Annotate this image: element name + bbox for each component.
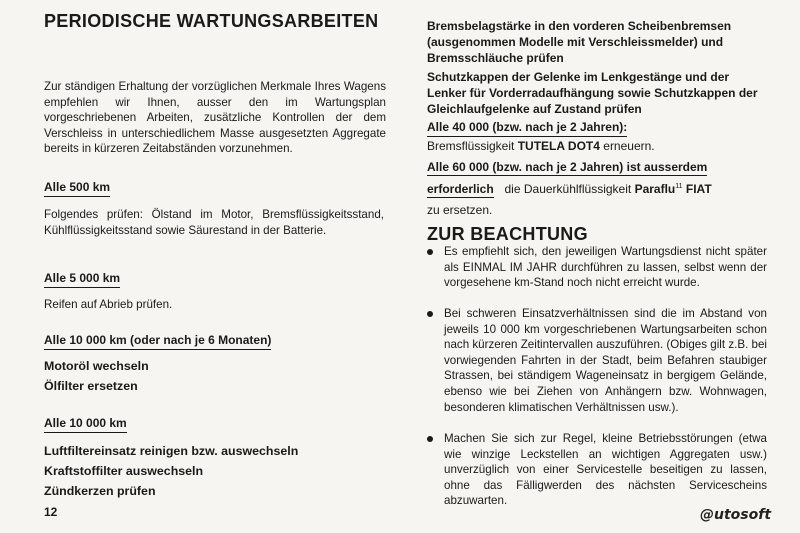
item-oil-filter: Ölfilter ersetzen: [44, 379, 138, 393]
coolant-sup: 11: [675, 183, 683, 190]
section-heading-5000km: Alle 5 000 km: [44, 271, 120, 288]
brake-fluid-text: Bremsflüssigkeit: [427, 139, 515, 153]
coolant-line: [427, 182, 712, 196]
section-text-500km: Folgendes prüfen: Ölstand im Motor, Bremsflüssigkeitsstand, Kühlflüssigkeitsstand sowie Säurestand in der Batterie.: [44, 208, 384, 237]
coolant-brand-fiat: FIAT: [685, 182, 712, 196]
notice-bullet-text: Es empfiehlt sich, den jeweiligen Wartungsdienst nicht später als EINMAL IM JAHR durchführen zu lassen, selbst wenn der vorgesehene km-Stand noch nicht erreicht wurde.: [444, 245, 767, 290]
coolant-text: die Dauerkühlflüssigkeit: [504, 182, 632, 196]
section-heading-60000-cont: erforderlich: [427, 182, 494, 196]
item-oil-change: Motoröl wechseln: [44, 359, 149, 373]
bullet-dot-icon: [427, 311, 433, 317]
bullet-dot-icon: [427, 436, 433, 442]
notice-title: ZUR BEACHTUNG: [427, 224, 588, 244]
notice-bullet-text: Machen Sie sich zur Regel, kleine Betriebsstörungen (etwa wie winzige Leckstellen an wichtigen Aggregaten usw.) unverzüglich von einer Servicestelle beseitigen zu lassen, ohne das Fälligwerden des nächsten Servicescheins abzuwarten.: [444, 432, 767, 508]
brake-fluid-brand: TUTELA DOT4: [517, 139, 600, 153]
notice-bullet-text: Bei schweren Einsatzverhältnissen sind die im Abstand von jeweils 10 000 km vorgeschriebenen Wartungsarbeiten schon nach kürzeren Zeitintervallen auszuführen. (Obiges gilt z.B. bei vorwiegenden Fahrten in der Stadt, beim Befahren staubiger Strassen, bei ständigem Wageneinsatz in bergigem Gelände, ebenso wie bei Ziehen von Anhängern bzw. Wohnwagen, besonderen klimatischen Verhältnissen usw.).: [444, 307, 767, 414]
page-number: 12: [44, 505, 58, 519]
section-heading-60000: Alle 60 000 (bzw. nach je 2 Jahren) ist ausserdem: [427, 160, 708, 174]
section-heading-10000km: Alle 10 000 km: [44, 416, 127, 433]
bullet-dot-icon: [427, 249, 433, 255]
coolant-brand: Paraflu: [634, 182, 676, 196]
brake-fluid-action: erneuern.: [603, 139, 655, 153]
intro-paragraph: Zur ständigen Erhaltung der vorzüglichen Merkmale Ihres Wagens empfehlen wir Ihnen, ausser den im Wartungsplan vorgeschriebenen Arbeiten, zusätzliche Kontrollen der dem Verschleiss in unterschiedlichem Masse ausgesetzten Aggregate bereits in kürzeren Zeitabständen vorzunehmen.: [44, 80, 386, 156]
section-heading-500km: Alle 500 km: [44, 180, 110, 197]
notice-bullet-1: [427, 244, 767, 291]
joint-caps-check-text: Schutzkappen der Gelenke im Lenkgestänge und der Lenker für Vorderradaufhängung sowie Schutzkappen der Gleichlaufgelenke auf Zustand prüfen: [427, 70, 758, 116]
coolant-end: zu ersetzen.: [427, 203, 493, 217]
item-spark-plugs: Zündkerzen prüfen: [44, 484, 156, 498]
item-fuel-filter: Kraftstoffilter auswechseln: [44, 464, 204, 478]
notice-bullet-2: [427, 306, 767, 415]
brake-check-text: Bremsbelagstärke in den vorderen Scheibenbremsen (ausgenommen Modelle mit Verschleissmelder) und Bremsschläuche prüfen: [427, 19, 732, 65]
page-title: PERIODISCHE WARTUNGSARBEITEN: [44, 11, 379, 31]
item-air-filter: Luftfiltereinsatz reinigen bzw. auswechseln: [44, 444, 299, 458]
watermark-logo: @utosoft: [700, 507, 772, 523]
section-heading-40000: Alle 40 000 (bzw. nach je 2 Jahren):: [427, 120, 627, 137]
brake-fluid-line: [427, 139, 655, 153]
notice-bullet-3: [427, 431, 767, 509]
section-text-5000km: Reifen auf Abrieb prüfen.: [44, 298, 173, 311]
section-heading-10000km-6months: Alle 10 000 km (oder nach je 6 Monaten): [44, 333, 271, 350]
